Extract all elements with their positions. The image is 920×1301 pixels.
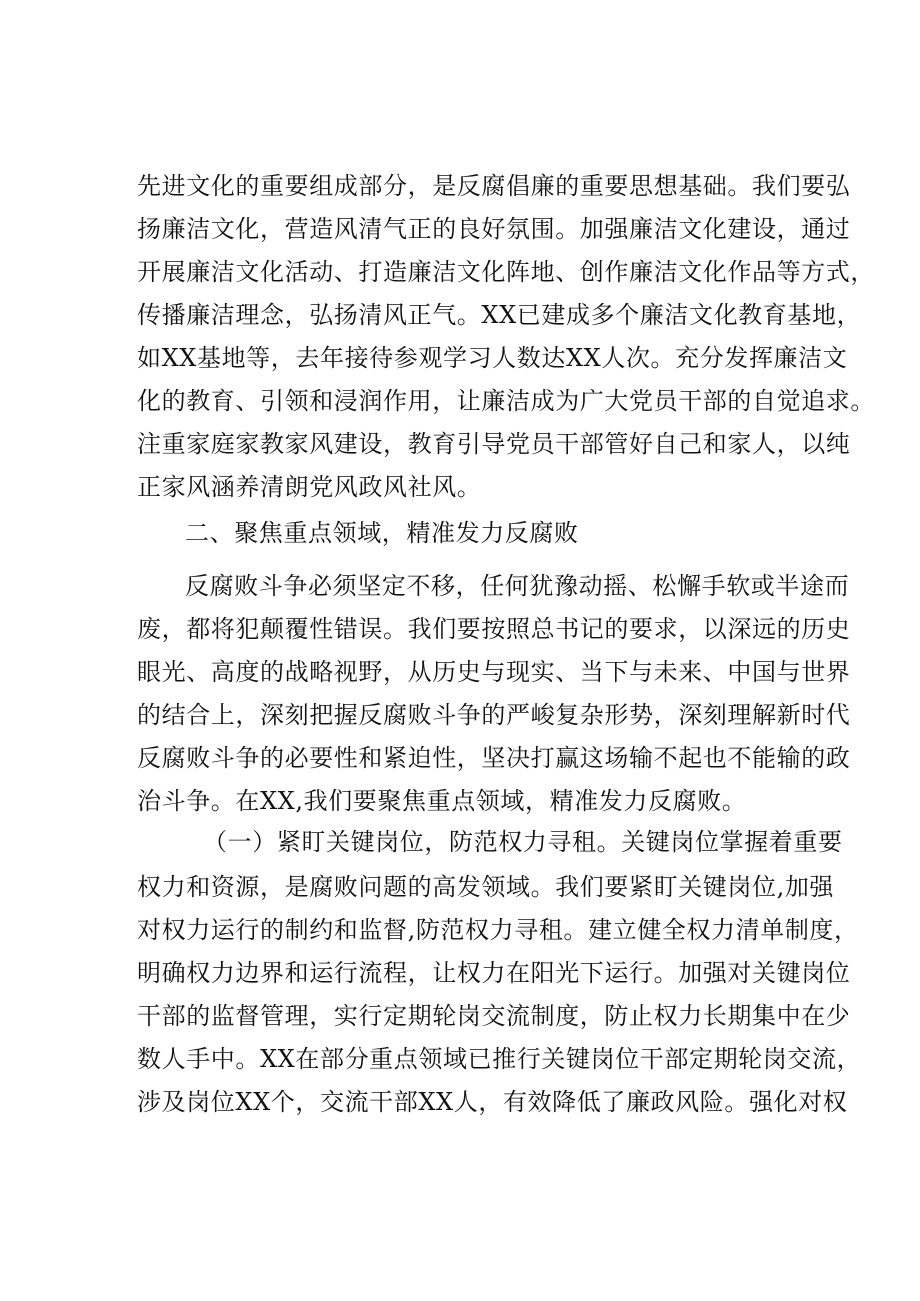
section-heading-2: 二、聚焦重点领域，精准发力反腐败 <box>185 519 579 547</box>
paragraph-2-line-6: 治斗争。在XX,我们要聚焦重点领域，精准发力反腐败。 <box>137 787 747 815</box>
paragraph-3-line-3: 对权力运行的制约和监督,防范权力寻租。建立健全权力清单制度， <box>137 916 859 944</box>
paragraph-1-line-3: 开展廉洁文化活动、打造廉洁文化阵地、创作廉洁文化作品等方式， <box>137 258 875 286</box>
paragraph-2-line-2: 废，都将犯颠覆性错误。我们要按照总书记的要求，以深远的历史 <box>137 615 851 643</box>
paragraph-1-line-6: 化的教育、引领和浸润作用，让廉洁成为广大党员干部的自觉追求。 <box>137 387 875 415</box>
paragraph-3-line-7: 涉及岗位XX个，交流干部XX人，有效降低了廉政风险。强化对权 <box>137 1088 848 1116</box>
paragraph-1-line-7: 注重家庭家教家风建设，教育引导党员干部管好自己和家人，以纯 <box>137 430 851 458</box>
paragraph-3-line-1: （一）紧盯关键岗位，防范权力寻租。关键岗位掌握着重要 <box>203 828 843 856</box>
paragraph-2-line-3: 眼光、高度的战略视野，从历史与现实、当下与未来、中国与世界 <box>137 658 851 686</box>
paragraph-3-line-5: 干部的监督管理，实行定期轮岗交流制度，防止权力长期集中在少 <box>137 1002 851 1030</box>
paragraph-2-line-4: 的结合上，深刻把握反腐败斗争的严峻复杂形势，深刻理解新时代 <box>137 701 851 729</box>
paragraph-1-line-2: 扬廉洁文化，营造风清气正的良好氛围。加强廉洁文化建设，通过 <box>137 215 851 243</box>
paragraph-3-line-4: 明确权力边界和运行流程，让权力在阳光下运行。加强对关键岗位 <box>137 959 851 987</box>
paragraph-3-line-2: 权力和资源，是腐败问题的高发领域。我们要紧盯关键岗位,加强 <box>137 873 835 901</box>
paragraph-1-line-8: 正家风涵养清朗党风政风社风。 <box>137 473 482 501</box>
paragraph-1-line-4: 传播廉洁理念，弘扬清风正气。XX已建成多个廉洁文化教育基地， <box>137 301 862 329</box>
paragraph-2-line-5: 反腐败斗争的必要性和紧迫性，坚决打赢这场输不起也不能输的政 <box>137 744 851 772</box>
paragraph-1-line-1: 先进文化的重要组成部分，是反腐倡廉的重要思想基础。我们要弘 <box>137 172 851 200</box>
paragraph-1-line-5: 如XX基地等，去年接待参观学习人数达XX人次。充分发挥廉洁文 <box>137 344 848 372</box>
paragraph-2-line-1: 反腐败斗争必须坚定不移，任何犹豫动摇、松懈手软或半途而 <box>185 572 850 600</box>
paragraph-3-line-6: 数人手中。XX在部分重点领域已推行关键岗位干部定期轮岗交流， <box>137 1045 862 1073</box>
